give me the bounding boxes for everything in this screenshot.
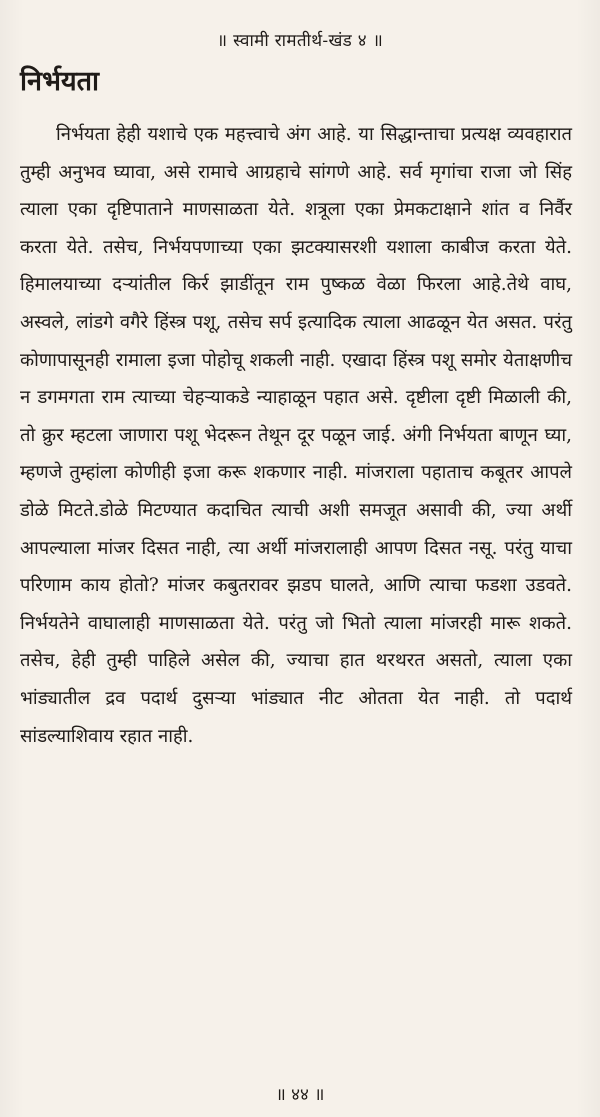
running-header: ॥ स्वामी रामतीर्थ-खंड ४ ॥: [216, 31, 384, 51]
body-paragraph: निर्भयता हेही यशाचे एक महत्त्वाचे अंग आहे. या सिद्धान्ताचा प्रत्यक्ष व्यवहारात तुम्ही अनुभव घ्यावा, असे रामाचे आग्रहाचे सांगणे आहे. सर्व मृगांचा राजा जो सिंह त्याला एका दृष्टिपाताने माणसाळता येते. शत्रूला एका प्रेमकटाक्षाने शांत व निर्वैर करता येते. तसेच, निर्भयपणाच्या एका झटक्यासरशी यशाला काबीज करता येते. हिमालयाच्या दऱ्यांतील किर्र झाडींतून राम पुष्कळ वेळा फिरला आहे.तेथे वाघ, अस्वले, लांडगे वगैरे हिंस्त्र पशू, तसेच सर्प इत्यादिक त्याला आढळून येत असत. परंतु कोणापासूनही रामाला इजा पोहोचू शकली नाही. एखादा हिंस्त्र पशू समोर येताक्षणीच न डगमगता राम त्याच्या चेहऱ्याकडे न्याहाळून पहात असे. दृष्टीला दृष्टी मिळाली की, तो क्रुर म्हटला जाणारा पशू भेदरून तेथून दूर पळून जाई. अंगी निर्भयता बाणून घ्या, म्हणजे तुम्हांला कोणीही इजा करू शकणार नाही. मांजराला पहाताच कबूतर आपले डोळे मिटते.डोळे मिटण्यात कदाचित त्याची अशी समजूत असावी की, ज्या अर्थी आपल्याला मांजर दिसत नाही, त्या अर्थी मांजरालाही आपण दिसत नसू. परंतु याचा परिणाम काय होतो? मांजर कबुतरावर झडप घालते, आणि त्याचा फडशा उडवते. निर्भयतेने वाघालाही माणसाळता येते. परंतु जो भितो त्याला मांजरही मारू शकते. तसेच, हेही तुम्ही पाहिले असेल की, ज्याचा हात थरथरत असतो, त्याला एका भांड्यातील द्रव पदार्थ दुसऱ्या भांड्यात नीट ओतता येत नाही. तो पदार्थ सांडल्याशिवाय रहात नाही.: [20, 124, 572, 747]
page-number: ॥ ४४ ॥: [275, 1085, 325, 1105]
section-title: निर्भयता: [20, 66, 100, 97]
